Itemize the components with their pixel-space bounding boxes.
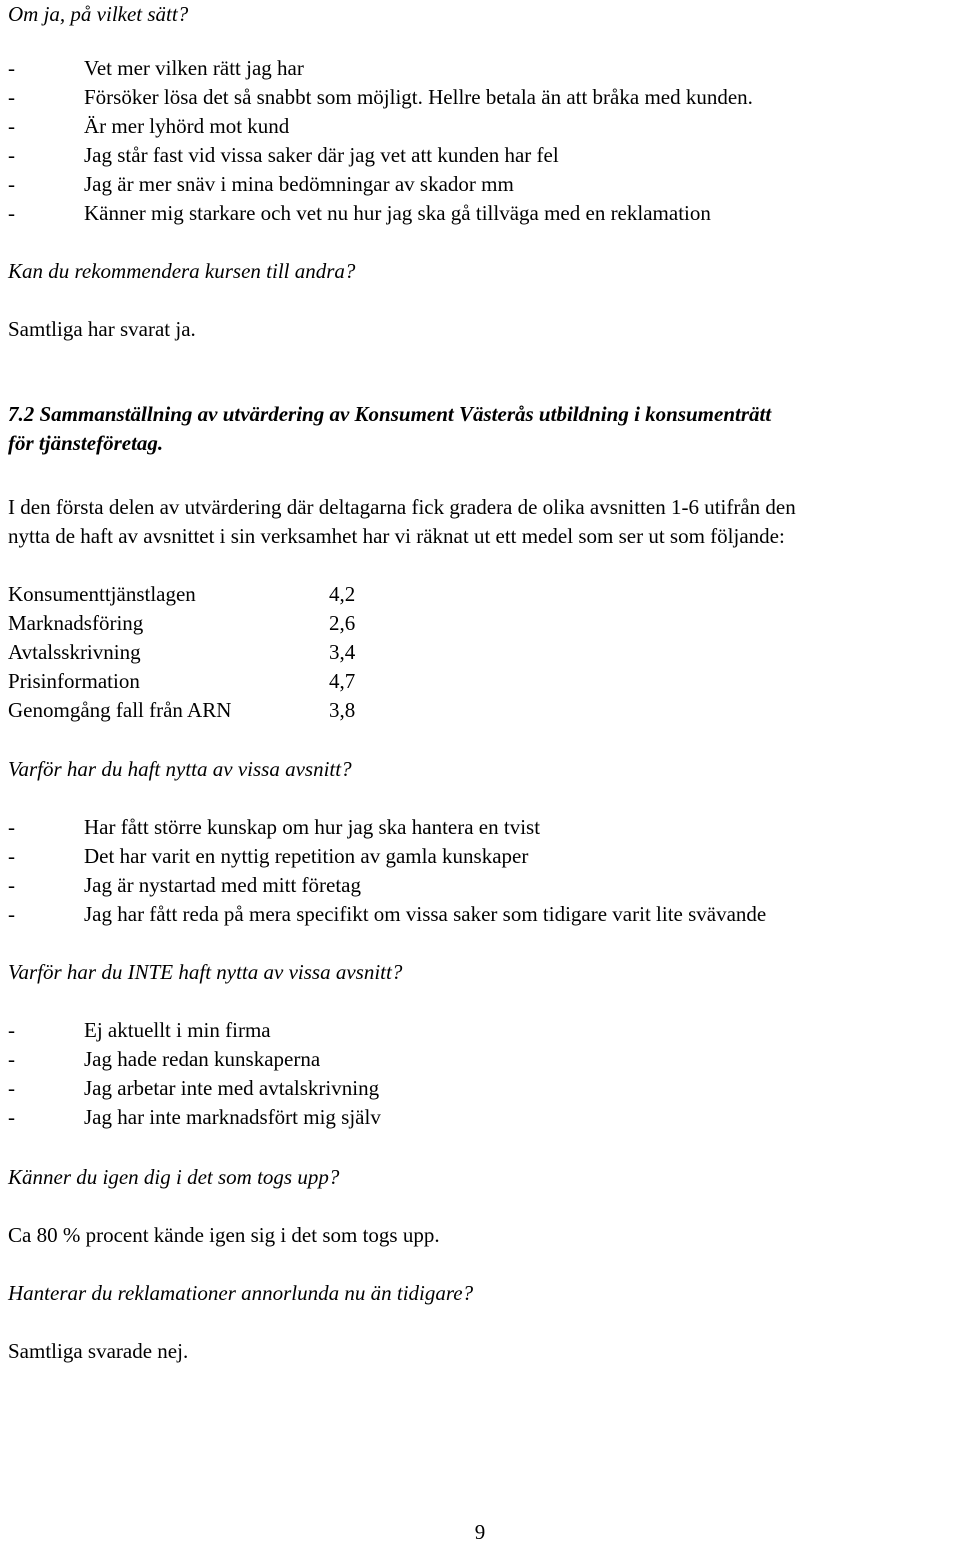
list-item: - Det har varit en nyttig repetition av gamla kunskaper — [8, 844, 529, 868]
score-row: Avtalsskrivning 3,4 — [8, 640, 356, 664]
score-row: Genomgång fall från ARN 3,8 — [8, 698, 356, 722]
section-heading: 7.2 Sammanställning av utvärdering av Konsument Västerås utbildning i konsumenträtt — [8, 402, 772, 426]
list-item: - Jag har inte marknadsfört mig själv — [8, 1105, 381, 1129]
list-item: - Försöker lösa det så snabbt som möjligt. Hellre betala än att bråka med kunden. — [8, 85, 753, 109]
score-row: Prisinformation 4,7 — [8, 669, 356, 693]
list-item: - Jag arbetar inte med avtalskrivning — [8, 1076, 380, 1100]
question-recognize: Känner du igen dig i det som togs upp? — [8, 1165, 340, 1189]
list-item: - Vet mer vilken rätt jag har — [8, 56, 304, 80]
question-handle: Hanterar du reklamationer annorlunda nu än tidigare? — [8, 1281, 474, 1305]
list-item: - Jag har fått reda på mera specifikt om vissa saker som tidigare varit lite svävande — [8, 902, 767, 926]
list-item: - Är mer lyhörd mot kund — [8, 114, 290, 138]
answer-recognize: Ca 80 % procent kände igen sig i det som togs upp. — [8, 1223, 440, 1247]
answer-recommend: Samtliga har svarat ja. — [8, 317, 196, 341]
list-item: - Jag är mer snäv i mina bedömningar av skador mm — [8, 172, 514, 196]
question-why-not-useful: Varför har du INTE haft nytta av vissa avsnitt? — [8, 960, 403, 984]
question-recommend: Kan du rekommendera kursen till andra? — [8, 259, 356, 283]
list-item: - Har fått större kunskap om hur jag ska hantera en tvist — [8, 815, 541, 839]
list-item: - Jag hade redan kunskaperna — [8, 1047, 321, 1071]
list-item: - Känner mig starkare och vet nu hur jag ska gå tillväga med en reklamation — [8, 201, 711, 225]
score-row: Marknadsföring 2,6 — [8, 611, 356, 635]
score-row: Konsumenttjänstlagen 4,2 — [8, 582, 356, 606]
list-item: - Ej aktuellt i min firma — [8, 1018, 271, 1042]
question-why-useful: Varför har du haft nytta av vissa avsnitt? — [8, 757, 352, 781]
question-how: Om ja, på vilket sätt? — [8, 2, 189, 26]
page-number: 9 — [474, 1520, 486, 1544]
section-heading-continued: för tjänsteföretag. — [8, 431, 164, 455]
list-item: - Jag står fast vid vissa saker där jag vet att kunden har fel — [8, 143, 559, 167]
intro-paragraph-line-2: nytta de haft av avsnittet i sin verksamhet har vi räknat ut ett medel som ser ut som följande: — [8, 524, 785, 548]
list-item: - Jag är nystartad med mitt företag — [8, 873, 361, 897]
intro-paragraph-line-1: I den första delen av utvärdering där deltagarna fick gradera de olika avsnitten 1-6 utifrån den — [8, 495, 796, 519]
answer-handle: Samtliga svarade nej. — [8, 1339, 189, 1363]
